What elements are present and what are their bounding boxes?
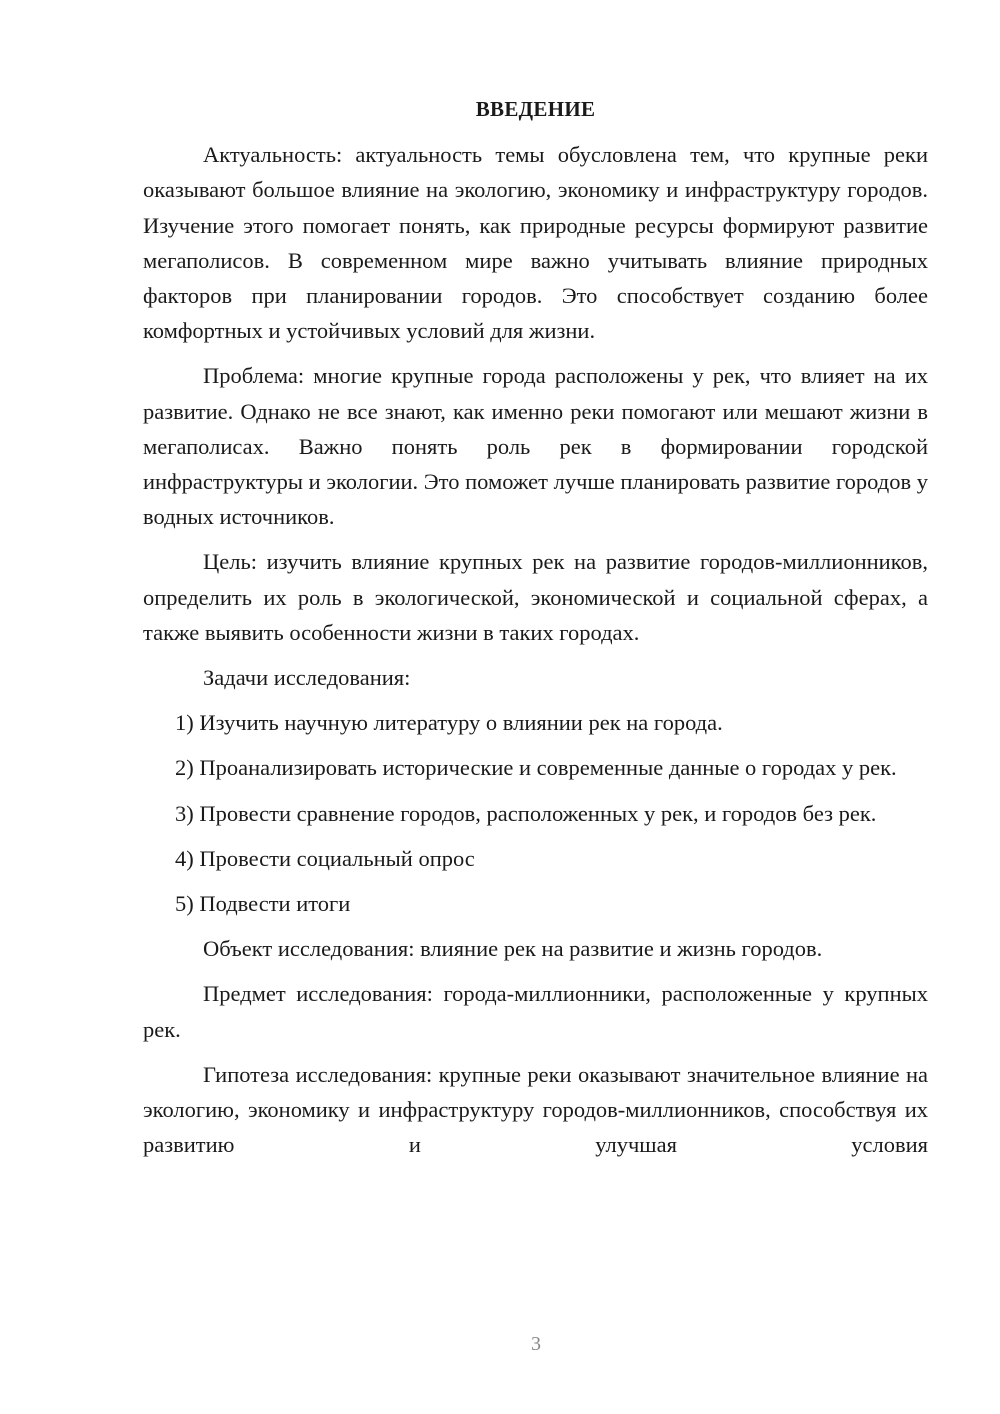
- task-item-3: 3) Провести сравнение городов, расположенных у рек, и городов без рек.: [175, 800, 877, 826]
- task-item-2: 2) Проанализировать исторические и современные данные о городах у рек.: [175, 755, 897, 781]
- subject-paragraph: Предмет исследования: города-миллионники, расположенные у крупных рек.: [143, 981, 928, 1042]
- task-item-5: 5) Подвести итоги: [175, 891, 351, 917]
- tasks-heading: Задачи исследования:: [203, 665, 411, 691]
- document-page: [143, 92, 928, 1162]
- problem-paragraph: Проблема: многие крупные города расположены у рек, что влияет на их развитие. Однако не все знают, как именно реки помогают или мешают жизни в мегаполисах. Важно понять роль рек в формировании городской инфраструктуры и экологии. Это поможет лучше планировать развитие городов у водных источников.: [143, 363, 928, 530]
- task-item-1: 1) Изучить научную литературу о влиянии рек на города.: [175, 710, 723, 736]
- hypothesis-paragraph: Гипотеза исследования: крупные реки оказывают значительное влияние на экологию, экономику и инфраструктуру городов-миллионников, способствуя их развитию и улучшая условия: [143, 1061, 928, 1158]
- page-title: ВВЕДЕНИЕ: [475, 97, 596, 121]
- page-number: 3: [531, 1333, 541, 1355]
- object-paragraph: Объект исследования: влияние рек на развитие и жизнь городов.: [203, 936, 823, 962]
- relevance-paragraph: Актуальность: актуальность темы обусловлена тем, что крупные реки оказывают большое влияние на экологию, экономику и инфраструктуру городов. Изучение этого помогает понять, как природные ресурсы формируют развитие мегаполисов. В современном мире важно учитывать влияние природных факторов при планировании городов. Это способствует созданию более комфортных и устойчивых условий для жизни.: [143, 142, 928, 344]
- task-item-4: 4) Провести социальный опрос: [175, 845, 475, 871]
- goal-paragraph: Цель: изучить влияние крупных рек на развитие городов-миллионников, определить их роль в экологической, экономической и социальной сферах, а также выявить особенности жизни в таких городах.: [143, 549, 928, 645]
